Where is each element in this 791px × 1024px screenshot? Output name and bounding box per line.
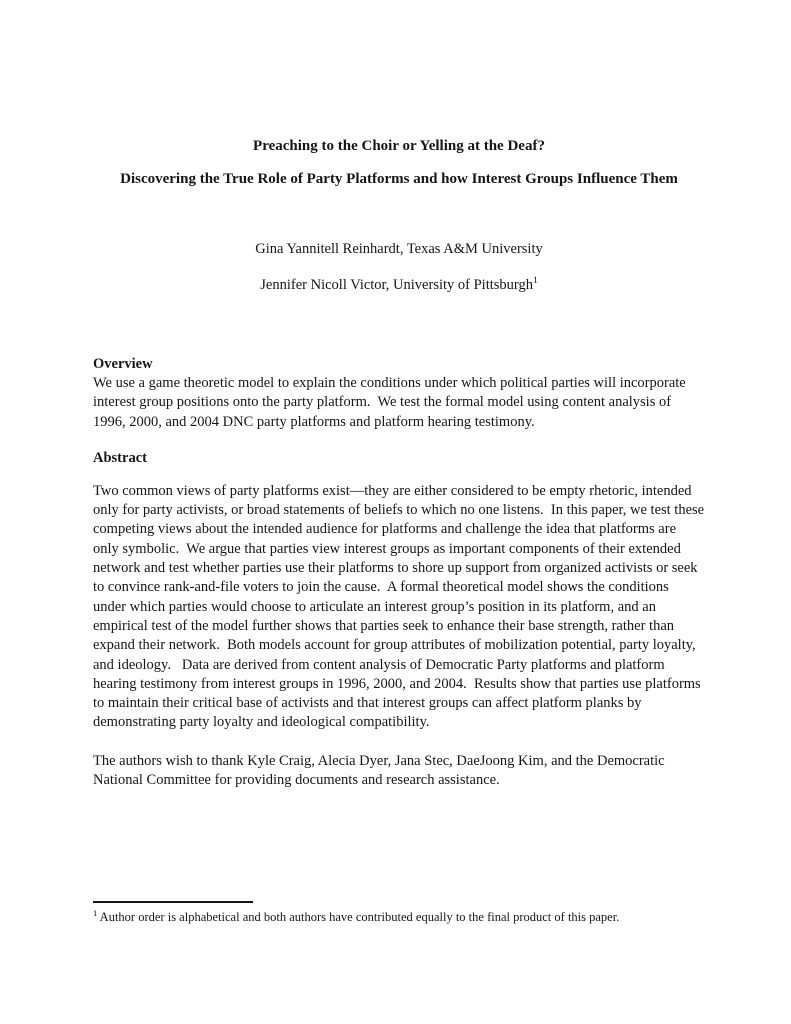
footnote-text <box>93 909 705 925</box>
acknowledgments-paragraph: The authors wish to thank Kyle Craig, Alecia Dyer, Jana Stec, DaeJoong Kim, and the Democratic National Committee for providing documents and research assistance. <box>93 752 669 789</box>
footnote-marker: 1 <box>93 907 98 918</box>
footnote-body: Author order is alphabetical and both authors have contributed equally to the final product of this paper. <box>97 910 620 924</box>
footnote-area <box>93 901 705 925</box>
overview-paragraph: We use a game theoretic model to explain the conditions under which political parties will incorporate interest group positions onto the party platform. We test the formal model using content analysis of 1996, 2000, and 2004 DNC party platforms and platform hearing testimony. <box>93 375 690 430</box>
paper-title-line-2: Discovering the True Role of Party Platforms and how Interest Groups Influence Them <box>120 171 678 187</box>
author-line-1: Gina Yannitell Reinhardt, Texas A&M University <box>255 241 543 257</box>
abstract-paragraph: Two common views of party platforms exist—they are either considered to be empty rhetoric, intended only for party activists, or broad statements of beliefs to which no one listens. In this paper, we test these competing views about the intended audience for platforms and challenge the idea that platforms are only symbolic. We argue that parties view interest groups as important components of their extended network and test whether parties use their platforms to shore up support from organized activists or seek to convince rank-and-file voters to join the cause. A formal theoretical model shows the conditions under which parties would choose to articulate an interest group’s position in its platform, and an empirical test of the model further shows that parties seek to enhance their base strength, rather than expand their network. Both models account for group attributes of mobilization potential, party loyalty, and ideology. Data are derived from content analysis of Democratic Party platforms and platform hearing testimony from interest groups in 1996, 2000, and 2004. Results show that parties use platforms to maintain their critical base of activists and that interest groups can affect platform planks by demonstrating party loyalty and ideological compatibility. <box>93 482 708 731</box>
author-footnote-marker: 1 <box>532 276 538 287</box>
page-content <box>93 0 708 790</box>
overview-heading: Overview <box>93 356 153 372</box>
author-line-2 <box>93 275 705 295</box>
paper-title-line-1: Preaching to the Choir or Yelling at the Deaf? <box>253 138 545 154</box>
abstract-heading: Abstract <box>93 449 147 466</box>
footnote-separator-rule <box>93 901 253 903</box>
author-2-name: Jennifer Nicoll Victor, University of Pittsburgh <box>260 277 533 293</box>
